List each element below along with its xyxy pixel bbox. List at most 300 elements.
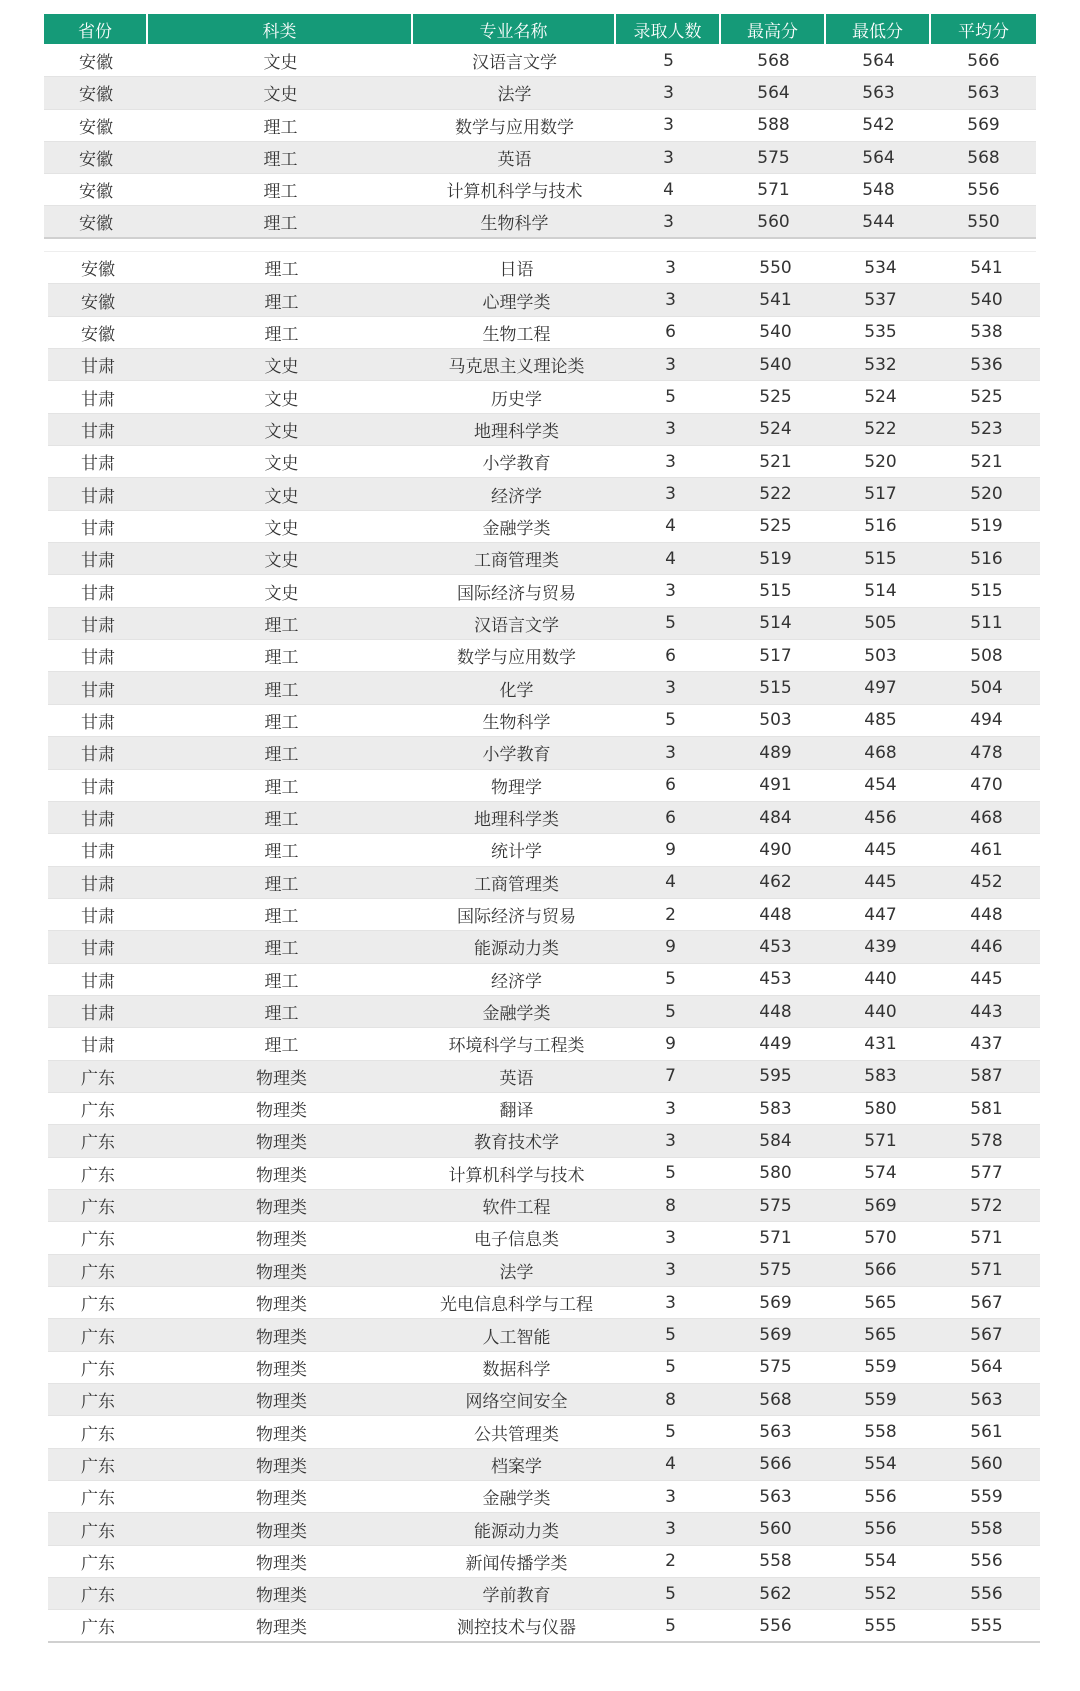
cell-min-score: 517 [864, 484, 897, 505]
cell-category: 理工 [264, 745, 299, 766]
cell-major: 历史学 [491, 389, 542, 410]
table-row [48, 1061, 1040, 1093]
table-row [48, 834, 1040, 866]
cell-category: 理工 [264, 292, 299, 313]
cell-max-score: 564 [757, 82, 790, 103]
cell-major: 生物科学 [482, 712, 551, 733]
cell-category: 物理类 [256, 1489, 307, 1510]
cell-max-score: 569 [759, 1292, 792, 1313]
cell-admitted-count: 5 [665, 613, 676, 634]
table-row [48, 1513, 1040, 1545]
cell-max-score: 575 [759, 1195, 792, 1216]
cell-max-score: 449 [759, 1033, 792, 1054]
table-row [48, 608, 1040, 640]
cell-avg-score: 561 [970, 1422, 1003, 1443]
cell-max-score: 595 [759, 1066, 792, 1087]
table-row [48, 575, 1040, 607]
cell-major: 英语 [497, 150, 532, 171]
cell-max-score: 448 [759, 1001, 792, 1022]
header-max-score: 最高分 [721, 14, 826, 44]
table-row [48, 1093, 1040, 1125]
cell-max-score: 524 [759, 419, 792, 440]
cell-avg-score: 445 [970, 969, 1003, 990]
header-province: 省份 [44, 14, 148, 44]
cell-avg-score: 511 [970, 613, 1003, 634]
cell-min-score: 431 [864, 1033, 897, 1054]
cell-major: 金融学类 [482, 1004, 551, 1025]
cell-min-score: 520 [864, 451, 897, 472]
cell-province: 甘肃 [81, 615, 115, 636]
cell-max-score: 568 [759, 1389, 792, 1410]
cell-category: 理工 [264, 971, 299, 992]
cell-min-score: 514 [864, 581, 897, 602]
cell-province: 广东 [81, 1230, 115, 1251]
table-row [48, 1287, 1040, 1319]
cell-category: 理工 [264, 680, 299, 701]
cell-category: 物理类 [256, 1618, 307, 1639]
cell-major: 光电信息科学与工程 [440, 1295, 593, 1316]
cell-major: 数据科学 [482, 1359, 551, 1380]
cell-major: 经济学 [491, 486, 542, 507]
cell-avg-score: 536 [970, 354, 1003, 375]
cell-admitted-count: 5 [665, 1001, 676, 1022]
cell-avg-score: 556 [970, 1551, 1003, 1572]
cell-max-score: 540 [759, 354, 792, 375]
table-row [48, 705, 1040, 737]
cell-major: 小学教育 [482, 454, 551, 475]
cell-admitted-count: 5 [665, 1325, 676, 1346]
cell-admitted-count: 5 [665, 710, 676, 731]
cell-admitted-count: 4 [665, 1454, 676, 1475]
cell-major: 数学与应用数学 [455, 117, 574, 138]
cell-admitted-count: 4 [665, 516, 676, 537]
cell-admitted-count: 3 [665, 742, 676, 763]
table-row [44, 77, 1036, 109]
cell-major: 心理学类 [482, 292, 551, 313]
cell-min-score: 554 [864, 1454, 897, 1475]
cell-province: 甘肃 [81, 971, 115, 992]
cell-avg-score: 587 [970, 1066, 1003, 1087]
cell-max-score: 448 [759, 904, 792, 925]
table-row [44, 142, 1036, 174]
cell-admitted-count: 5 [665, 1583, 676, 1604]
cell-avg-score: 519 [970, 516, 1003, 537]
cell-max-score: 453 [759, 936, 792, 957]
cell-province: 广东 [81, 1359, 115, 1380]
cell-max-score: 490 [759, 839, 792, 860]
cell-major: 英语 [499, 1068, 534, 1089]
cell-province: 广东 [81, 1068, 115, 1089]
cell-major: 金融学类 [482, 518, 551, 539]
cell-category: 物理类 [256, 1165, 307, 1186]
cell-province: 甘肃 [81, 486, 115, 507]
table-row [48, 899, 1040, 931]
cell-min-score: 454 [864, 775, 897, 796]
table-row [48, 543, 1040, 575]
cell-admitted-count: 3 [665, 290, 676, 311]
cell-max-score: 569 [759, 1325, 792, 1346]
table-header [44, 14, 1036, 44]
cell-admitted-count: 3 [665, 257, 676, 278]
cell-category: 物理类 [256, 1295, 307, 1316]
cell-max-score: 525 [759, 516, 792, 537]
cell-max-score: 519 [759, 548, 792, 569]
cell-category: 文史 [264, 486, 299, 507]
cell-min-score: 497 [864, 678, 897, 699]
cell-province: 广东 [81, 1392, 115, 1413]
cell-major: 统计学 [491, 842, 542, 863]
cell-max-score: 503 [759, 710, 792, 731]
cell-admitted-count: 3 [663, 147, 674, 168]
cell-major: 计算机科学与技术 [446, 182, 583, 203]
cell-category: 文史 [263, 85, 298, 106]
cell-avg-score: 563 [967, 82, 1000, 103]
cell-admitted-count: 3 [665, 1098, 676, 1119]
table-row [48, 1255, 1040, 1287]
cell-category: 物理类 [256, 1327, 307, 1348]
table-row [48, 1352, 1040, 1384]
cell-province: 广东 [81, 1262, 115, 1283]
cell-major: 数学与应用数学 [457, 648, 576, 669]
cell-max-score: 514 [759, 613, 792, 634]
table-row [48, 1190, 1040, 1222]
cell-min-score: 445 [864, 839, 897, 860]
cell-major: 马克思主义理论类 [448, 357, 585, 378]
cell-major: 生物科学 [480, 214, 549, 235]
cell-max-score: 521 [759, 451, 792, 472]
cell-category: 理工 [264, 1036, 299, 1057]
cell-max-score: 568 [757, 50, 790, 71]
cell-major: 能源动力类 [474, 939, 559, 960]
cell-avg-score: 461 [970, 839, 1003, 860]
cell-avg-score: 567 [970, 1292, 1003, 1313]
cell-min-score: 574 [864, 1163, 897, 1184]
cell-category: 文史 [264, 583, 299, 604]
cell-province: 甘肃 [81, 842, 115, 863]
cell-avg-score: 538 [970, 322, 1003, 343]
cell-min-score: 456 [864, 807, 897, 828]
cell-max-score: 522 [759, 484, 792, 505]
cell-admitted-count: 3 [663, 115, 674, 136]
header-avg-score: 平均分 [931, 14, 1036, 44]
cell-avg-score: 550 [967, 211, 1000, 232]
cell-province: 安徽 [79, 53, 113, 74]
cell-max-score: 541 [759, 290, 792, 311]
cell-avg-score: 559 [970, 1486, 1003, 1507]
cell-min-score: 565 [864, 1325, 897, 1346]
cell-admitted-count: 9 [665, 839, 676, 860]
cell-max-score: 517 [759, 645, 792, 666]
table-row [48, 931, 1040, 963]
cell-avg-score: 568 [967, 147, 1000, 168]
cell-avg-score: 521 [970, 451, 1003, 472]
cell-avg-score: 558 [970, 1519, 1003, 1540]
cell-major: 汉语言文学 [474, 615, 559, 636]
cell-avg-score: 571 [970, 1260, 1003, 1281]
cell-admitted-count: 3 [665, 678, 676, 699]
cell-avg-score: 572 [970, 1195, 1003, 1216]
cell-min-score: 559 [864, 1357, 897, 1378]
cell-max-score: 571 [757, 179, 790, 200]
cell-min-score: 556 [864, 1519, 897, 1540]
cell-province: 甘肃 [81, 939, 115, 960]
cell-max-score: 584 [759, 1130, 792, 1151]
cell-min-score: 440 [864, 1001, 897, 1022]
cell-max-score: 491 [759, 775, 792, 796]
cell-max-score: 515 [759, 678, 792, 699]
cell-admitted-count: 6 [665, 807, 676, 828]
cell-province: 甘肃 [81, 680, 115, 701]
cell-category: 理工 [264, 260, 299, 281]
cell-province: 广东 [81, 1456, 115, 1477]
cell-min-score: 535 [864, 322, 897, 343]
cell-major: 人工智能 [482, 1327, 551, 1348]
cell-min-score: 565 [864, 1292, 897, 1313]
header-admitted-count: 录取人数 [616, 14, 721, 44]
cell-major: 经济学 [491, 971, 542, 992]
cell-province: 甘肃 [81, 389, 115, 410]
cell-major: 工商管理类 [474, 551, 559, 572]
cell-major: 地理科学类 [474, 810, 559, 831]
cell-admitted-count: 4 [665, 872, 676, 893]
cell-max-score: 558 [759, 1551, 792, 1572]
cell-province: 安徽 [81, 260, 115, 281]
table-row [48, 996, 1040, 1028]
cell-avg-score: 577 [970, 1163, 1003, 1184]
table-row [48, 414, 1040, 446]
cell-avg-score: 516 [970, 548, 1003, 569]
cell-category: 物理类 [256, 1456, 307, 1477]
cell-province: 甘肃 [81, 907, 115, 928]
cell-min-score: 569 [864, 1195, 897, 1216]
cell-major: 物理学 [491, 777, 542, 798]
cell-min-score: 564 [862, 50, 895, 71]
cell-category: 文史 [264, 421, 299, 442]
cell-avg-score: 515 [970, 581, 1003, 602]
cell-avg-score: 494 [970, 710, 1003, 731]
cell-min-score: 532 [864, 354, 897, 375]
header-min-score: 最低分 [826, 14, 931, 44]
cell-min-score: 447 [864, 904, 897, 925]
cell-category: 理工 [264, 810, 299, 831]
cell-admitted-count: 3 [665, 451, 676, 472]
table-row [48, 640, 1040, 672]
table-row [48, 381, 1040, 413]
cell-max-score: 562 [759, 1583, 792, 1604]
cell-major: 金融学类 [482, 1489, 551, 1510]
cell-province: 广东 [81, 1295, 115, 1316]
cell-major: 国际经济与贸易 [457, 583, 576, 604]
cell-province: 甘肃 [81, 648, 115, 669]
cell-admitted-count: 5 [665, 1357, 676, 1378]
cell-major: 翻译 [499, 1101, 534, 1122]
cell-major: 能源动力类 [474, 1521, 559, 1542]
cell-province: 安徽 [79, 85, 113, 106]
cell-max-score: 489 [759, 742, 792, 763]
cell-province: 甘肃 [81, 745, 115, 766]
cell-category: 物理类 [256, 1101, 307, 1122]
cell-admitted-count: 5 [665, 1422, 676, 1443]
cell-avg-score: 569 [967, 115, 1000, 136]
cell-max-score: 580 [759, 1163, 792, 1184]
cell-admitted-count: 6 [665, 775, 676, 796]
cell-min-score: 558 [864, 1422, 897, 1443]
cell-max-score: 571 [759, 1227, 792, 1248]
cell-admitted-count: 5 [663, 50, 674, 71]
cell-admitted-count: 9 [665, 1033, 676, 1054]
cell-province: 安徽 [81, 324, 115, 345]
cell-admitted-count: 5 [665, 1163, 676, 1184]
cell-province: 安徽 [79, 182, 113, 203]
header-category: 科类 [148, 14, 413, 44]
cell-admitted-count: 5 [665, 387, 676, 408]
cell-admitted-count: 3 [665, 354, 676, 375]
cell-major: 化学 [499, 680, 534, 701]
cell-admitted-count: 2 [665, 904, 676, 925]
cell-category: 文史 [264, 357, 299, 378]
cell-min-score: 552 [864, 1583, 897, 1604]
table-row [44, 110, 1036, 142]
cell-major: 汉语言文学 [472, 53, 557, 74]
cell-category: 文史 [264, 389, 299, 410]
cell-category: 物理类 [256, 1553, 307, 1574]
cell-avg-score: 567 [970, 1325, 1003, 1346]
cell-admitted-count: 3 [665, 1292, 676, 1313]
cell-admitted-count: 3 [665, 1260, 676, 1281]
table-row [48, 1416, 1040, 1448]
cell-max-score: 575 [757, 147, 790, 168]
cell-province: 甘肃 [81, 1036, 115, 1057]
cell-min-score: 571 [864, 1130, 897, 1151]
cell-category: 物理类 [256, 1424, 307, 1445]
cell-min-score: 556 [864, 1486, 897, 1507]
cell-category: 物理类 [256, 1068, 307, 1089]
cell-category: 理工 [264, 648, 299, 669]
cell-avg-score: 437 [970, 1033, 1003, 1054]
cell-province: 甘肃 [81, 777, 115, 798]
cell-admitted-count: 5 [665, 1615, 676, 1636]
table-row [48, 867, 1040, 899]
cell-major: 地理科学类 [474, 421, 559, 442]
cell-avg-score: 578 [970, 1130, 1003, 1151]
cell-avg-score: 563 [970, 1389, 1003, 1410]
cell-admitted-count: 3 [665, 419, 676, 440]
cell-avg-score: 566 [967, 50, 1000, 71]
cell-province: 甘肃 [81, 712, 115, 733]
cell-major: 软件工程 [482, 1198, 551, 1219]
cell-max-score: 550 [759, 257, 792, 278]
table-row [48, 1578, 1040, 1610]
cell-min-score: 516 [864, 516, 897, 537]
cell-province: 广东 [81, 1521, 115, 1542]
table-row [48, 1158, 1040, 1190]
cell-category: 物理类 [256, 1586, 307, 1607]
cell-admitted-count: 3 [665, 1519, 676, 1540]
cell-category: 理工 [264, 1004, 299, 1025]
cell-admitted-count: 3 [663, 82, 674, 103]
cell-province: 广东 [81, 1165, 115, 1186]
table-section-1 [44, 45, 1036, 239]
table-row [48, 1384, 1040, 1416]
cell-admitted-count: 8 [665, 1389, 676, 1410]
cell-province: 广东 [81, 1198, 115, 1219]
cell-admitted-count: 7 [665, 1066, 676, 1087]
cell-major: 公共管理类 [474, 1424, 559, 1445]
cell-province: 安徽 [79, 117, 113, 138]
table-row [48, 478, 1040, 510]
cell-admitted-count: 9 [665, 936, 676, 957]
cell-min-score: 566 [864, 1260, 897, 1281]
cell-avg-score: 468 [970, 807, 1003, 828]
cell-category: 物理类 [256, 1133, 307, 1154]
cell-province: 安徽 [79, 214, 113, 235]
cell-province: 甘肃 [81, 454, 115, 475]
cell-max-score: 453 [759, 969, 792, 990]
cell-min-score: 563 [862, 82, 895, 103]
cell-category: 物理类 [256, 1262, 307, 1283]
cell-admitted-count: 3 [665, 581, 676, 602]
cell-min-score: 468 [864, 742, 897, 763]
cell-max-score: 563 [759, 1422, 792, 1443]
table-row [44, 206, 1036, 238]
cell-min-score: 554 [864, 1551, 897, 1572]
cell-avg-score: 470 [970, 775, 1003, 796]
table-row [48, 737, 1040, 769]
cell-province: 广东 [81, 1424, 115, 1445]
cell-province: 甘肃 [81, 810, 115, 831]
cell-province: 安徽 [79, 150, 113, 171]
cell-max-score: 462 [759, 872, 792, 893]
cell-max-score: 583 [759, 1098, 792, 1119]
table-row [44, 174, 1036, 206]
cell-category: 理工 [263, 117, 298, 138]
cell-major: 新闻传播学类 [465, 1553, 568, 1574]
cell-min-score: 445 [864, 872, 897, 893]
cell-province: 广东 [81, 1586, 115, 1607]
cell-major: 工商管理类 [474, 874, 559, 895]
cell-avg-score: 443 [970, 1001, 1003, 1022]
cell-province: 甘肃 [81, 874, 115, 895]
cell-major: 计算机科学与技术 [448, 1165, 585, 1186]
cell-avg-score: 525 [970, 387, 1003, 408]
table-row [48, 1546, 1040, 1578]
table-row [48, 770, 1040, 802]
cell-max-score: 540 [759, 322, 792, 343]
cell-province: 广东 [81, 1553, 115, 1574]
cell-avg-score: 571 [970, 1227, 1003, 1248]
cell-max-score: 515 [759, 581, 792, 602]
cell-category: 理工 [264, 712, 299, 733]
table-row [48, 1449, 1040, 1481]
cell-avg-score: 581 [970, 1098, 1003, 1119]
cell-avg-score: 564 [970, 1357, 1003, 1378]
cell-min-score: 439 [864, 936, 897, 957]
cell-avg-score: 540 [970, 290, 1003, 311]
cell-major: 小学教育 [482, 745, 551, 766]
cell-avg-score: 508 [970, 645, 1003, 666]
cell-category: 理工 [263, 182, 298, 203]
cell-avg-score: 560 [970, 1454, 1003, 1475]
cell-min-score: 564 [862, 147, 895, 168]
table-row [48, 1028, 1040, 1060]
cell-max-score: 563 [759, 1486, 792, 1507]
table-section-2 [48, 252, 1040, 1643]
cell-province: 广东 [81, 1327, 115, 1348]
cell-category: 物理类 [256, 1521, 307, 1542]
cell-max-score: 575 [759, 1260, 792, 1281]
cell-max-score: 560 [757, 211, 790, 232]
cell-min-score: 503 [864, 645, 897, 666]
